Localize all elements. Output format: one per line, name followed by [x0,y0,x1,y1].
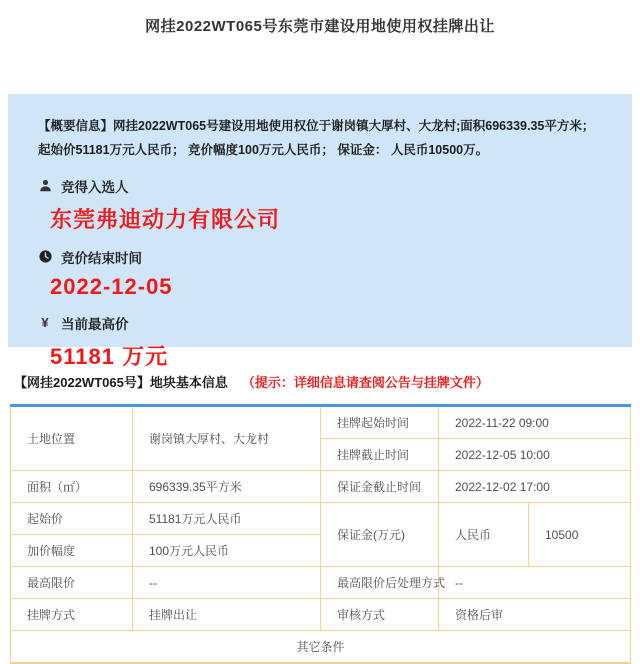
max-price-handling-value: -- [439,567,631,599]
increment-value: 100万元人民币 [133,535,321,567]
winner-label: 竞得入选人 [61,179,129,195]
deposit-amount: 10500 [529,503,631,567]
listing-end-value: 2022-12-05 10:00 [439,439,631,471]
end-time-label: 竞价结束时间 [61,250,142,266]
table-row [11,406,631,439]
yen-icon: ¥ [41,315,49,331]
page-title: 网挂2022WT065号东莞市建设用地使用权挂牌出让 [145,18,495,35]
start-price-label: 起始价 [11,503,133,535]
price-block [38,313,602,371]
parcel-section-title: 【网挂2022WT065号】地块基本信息 [14,375,228,390]
end-time-value: 2022-12-05 [50,273,173,299]
deposit-deadline-label: 保证金截止时间 [321,471,439,503]
clock-icon [38,250,52,264]
deposit-deadline-value: 2022-12-02 17:00 [439,471,631,503]
listing-method-value: 挂牌出让 [133,599,321,631]
max-price-value: -- [133,567,321,599]
start-price-value: 51181万元人民币 [133,503,321,535]
parcel-section-header [14,372,626,391]
land-location-label: 土地位置 [11,406,133,471]
area-value: 696339.35平方米 [133,471,321,503]
price-value: 51181 万元 [50,343,169,369]
max-price-label: 最高限价 [11,567,133,599]
increment-label: 加价幅度 [11,535,133,567]
other-conditions-label: 其它条件 [11,631,631,664]
deposit-currency: 人民币 [439,503,529,567]
table-row [11,631,631,664]
table-row [11,567,631,599]
table-row [11,471,631,503]
table-row [11,503,631,535]
max-price-handling-label: 最高限价后处理方式 [321,567,439,599]
parcel-info-table [10,404,631,664]
listing-start-value: 2022-11-22 09:00 [439,406,631,439]
winner-block [38,176,602,234]
area-label: 面积（㎡） [11,471,133,503]
deposit-label: 保证金(万元) [321,503,439,567]
listing-start-label: 挂牌起始时间 [321,406,439,439]
person-icon [38,179,52,193]
price-label: 当前最高价 [61,316,129,332]
land-location-value: 谢岗镇大厚村、大龙村 [133,406,321,471]
end-time-block [38,247,602,300]
parcel-section-hint: （提示：详细信息请查阅公告与挂牌文件） [241,375,489,390]
table-row [11,599,631,631]
summary-text: 【概要信息】网挂2022WT065号建设用地使用权位于谢岗镇大厚村、大龙村;面积696339.35平方米； 起始价51181万元人民币； 竞价幅度100万元人民币； 保证金： 人民币10500万。 [38,119,595,158]
auction-summary-panel [8,94,632,369]
review-label: 审核方式 [321,599,439,631]
listing-end-label: 挂牌截止时间 [321,439,439,471]
winner-value: 东莞弗迪动力有限公司 [50,206,281,232]
listing-method-label: 挂牌方式 [11,599,133,631]
review-value: 资格后审 [439,599,631,631]
